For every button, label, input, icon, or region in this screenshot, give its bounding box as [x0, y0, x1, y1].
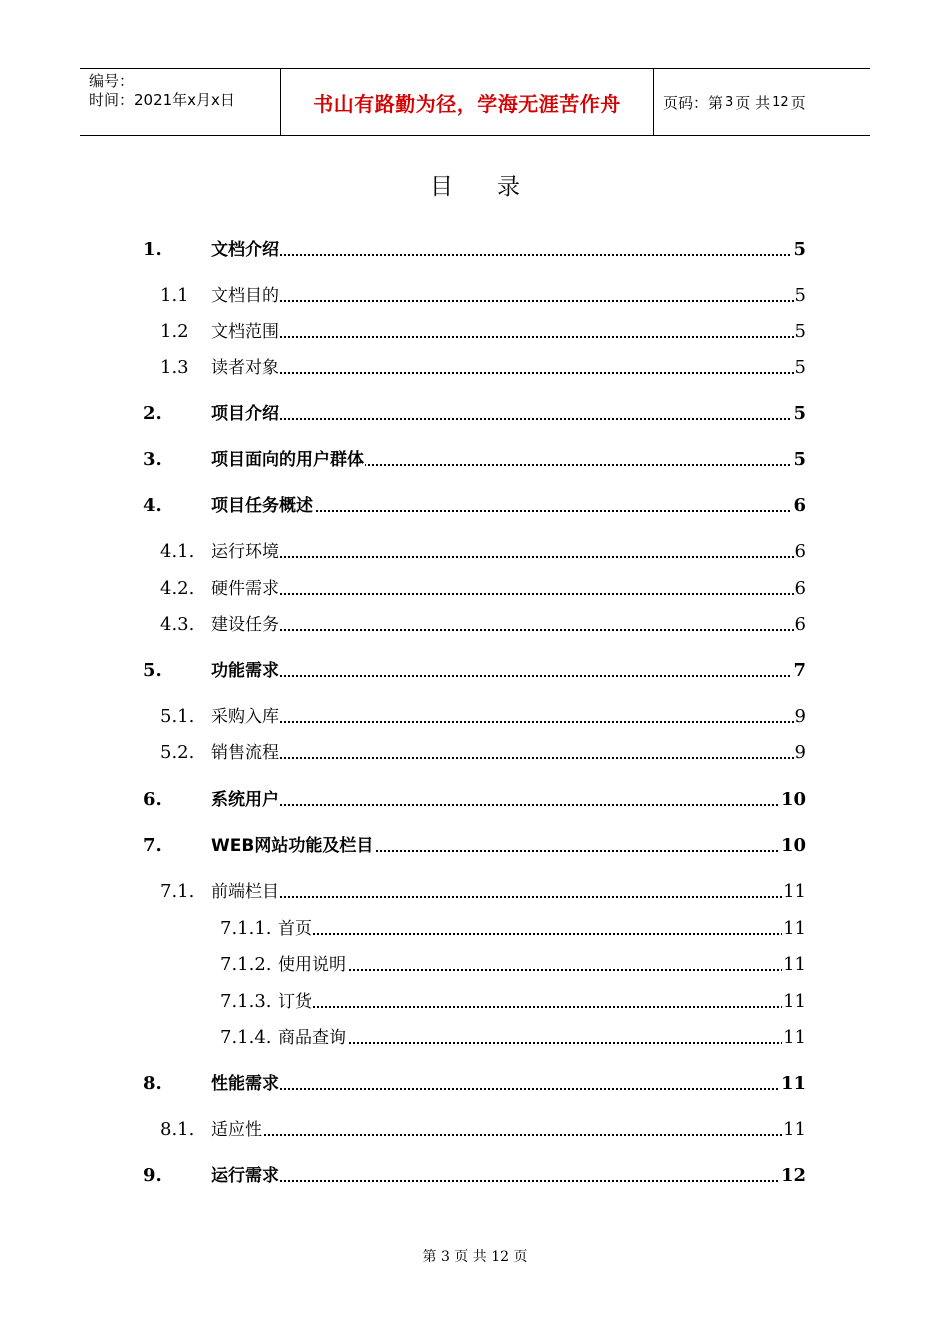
toc-entry-number: 1.	[143, 239, 162, 260]
toc-entry-page: 5	[793, 239, 806, 260]
toc-entry-number: 7.1.2.	[220, 954, 272, 975]
toc-entry-number: 2.	[143, 403, 162, 424]
toc-entry-label: 建设任务	[211, 610, 280, 635]
toc-leader-dots	[211, 1134, 806, 1136]
time-label: 时间：2021年x月x日	[89, 91, 235, 109]
toc-entry-label: 系统用户	[211, 785, 280, 810]
toc-entry-label: 功能需求	[211, 656, 280, 681]
toc-entry[interactable]	[142, 352, 806, 378]
toc-entry-label: 读者对象	[211, 353, 280, 378]
toc-leader-dots	[211, 804, 806, 806]
toc-entry[interactable]	[142, 280, 806, 306]
page-total: 12	[772, 94, 789, 110]
toc-entry-number: 4.1.	[160, 541, 195, 562]
toc-leader-dots	[278, 933, 806, 935]
toc-entry-number: 7.1.3.	[220, 991, 272, 1012]
page-title: 目录	[430, 174, 564, 200]
toc-entry[interactable]	[142, 536, 806, 562]
toc-entry-number: 3.	[143, 449, 162, 470]
toc-entry-label: 项目介绍	[211, 399, 280, 424]
toc-leader-dots	[211, 721, 806, 723]
toc-entry-number: 7.	[143, 835, 162, 856]
toc-entry-number: 7.1.	[160, 881, 195, 902]
toc-leader-dots	[278, 969, 806, 971]
toc-entry-page: 6	[793, 495, 806, 516]
toc-entry-number: 5.2.	[160, 742, 195, 763]
toc-entry-page: 5	[794, 357, 806, 378]
toc-leader-dots	[211, 757, 806, 759]
toc-entry-label: 适应性	[211, 1115, 263, 1140]
toc-entry-label: 性能需求	[211, 1069, 280, 1094]
toc-entry-page: 5	[793, 403, 806, 424]
toc-entry[interactable]	[142, 316, 806, 342]
toc-entry-number: 9.	[143, 1165, 162, 1186]
toc-entry-label: 文档范围	[211, 317, 280, 342]
toc-entry[interactable]	[142, 444, 806, 470]
toc-entry-number: 5.1.	[160, 706, 195, 727]
toc-entry[interactable]	[142, 784, 806, 810]
toc-leader-dots	[211, 300, 806, 302]
toc-entry-number: 8.	[143, 1073, 162, 1094]
toc-leader-dots	[211, 675, 806, 677]
toc-entry-page: 6	[794, 578, 806, 599]
toc-entry-page: 5	[794, 321, 806, 342]
toc-entry-number: 5.	[143, 660, 162, 681]
toc-entry[interactable]	[142, 1068, 806, 1094]
toc-entry-page: 7	[793, 660, 806, 681]
toc-entry-page: 12	[780, 1165, 806, 1186]
toc-entry[interactable]	[142, 830, 806, 856]
toc-entry-number: 4.3.	[160, 614, 195, 635]
page-prefix: 页码：第	[663, 93, 724, 112]
toc-leader-dots	[211, 896, 806, 898]
toc-leader-dots	[211, 1180, 806, 1182]
toc-entry[interactable]	[142, 234, 806, 260]
header-motto: 书山有路勤为径，学海无涯苦作舟	[281, 69, 654, 135]
toc-leader-dots	[211, 336, 806, 338]
toc-entry-label: 订货	[278, 987, 313, 1012]
toc-entry[interactable]	[142, 609, 806, 635]
toc-entry-page: 9	[794, 742, 806, 763]
toc-entry-label: 运行环境	[211, 537, 280, 562]
page-mid: 页 共	[735, 93, 771, 112]
toc-entry-page: 5	[794, 285, 806, 306]
toc-entry-label: WEB网站功能及栏目	[211, 831, 374, 856]
toc-entry[interactable]	[142, 1114, 806, 1140]
toc-entry[interactable]	[142, 573, 806, 599]
toc-leader-dots	[211, 629, 806, 631]
toc-entry-number: 4.	[143, 495, 162, 516]
toc-entry[interactable]	[142, 986, 806, 1012]
toc-entry-label: 项目面向的用户群体	[211, 445, 365, 470]
toc-entry-page: 6	[794, 614, 806, 635]
header-page-info	[654, 69, 870, 135]
toc-leader-dots	[278, 1006, 806, 1008]
toc-entry-label: 文档目的	[211, 281, 280, 306]
toc-entry-page: 11	[783, 1027, 806, 1048]
toc-entry-page: 11	[783, 1119, 806, 1140]
toc-entry-number: 1.1	[160, 285, 189, 306]
toc-entry[interactable]	[142, 949, 806, 975]
toc-entry-page: 11	[783, 918, 806, 939]
toc-entry-page: 10	[780, 789, 806, 810]
toc-entry-label: 运行需求	[211, 1161, 280, 1186]
toc-entry[interactable]	[142, 398, 806, 424]
toc-leader-dots	[211, 556, 806, 558]
toc-entry-number: 4.2.	[160, 578, 195, 599]
toc-entry[interactable]	[142, 737, 806, 763]
toc-leader-dots	[211, 372, 806, 374]
toc-leader-dots	[211, 418, 806, 420]
toc-entry-number: 7.1.4.	[220, 1027, 272, 1048]
toc-leader-dots	[211, 254, 806, 256]
toc-entry-label: 使用说明	[278, 950, 347, 975]
toc-entry[interactable]	[142, 913, 806, 939]
toc-entry-page: 9	[794, 706, 806, 727]
toc-entry-number: 1.3	[160, 357, 189, 378]
header-meta	[80, 69, 281, 135]
toc-entry-number: 1.2	[160, 321, 189, 342]
toc-entry-page: 11	[780, 1073, 806, 1094]
toc-entry-page: 10	[780, 835, 806, 856]
toc-entry-number: 6.	[143, 789, 162, 810]
toc-entry-number: 8.1.	[160, 1119, 195, 1140]
toc-entry-label: 采购入库	[211, 702, 280, 727]
page-header	[80, 68, 870, 136]
page-current: 3	[725, 94, 734, 110]
toc-entry-page: 11	[783, 954, 806, 975]
toc-entry-page: 11	[783, 881, 806, 902]
toc-entry-label: 前端栏目	[211, 877, 280, 902]
toc-entry-label: 销售流程	[211, 738, 280, 763]
toc-entry[interactable]	[142, 701, 806, 727]
toc-entry-number: 7.1.1.	[220, 918, 272, 939]
toc-entry[interactable]	[142, 1022, 806, 1048]
toc-entry-label: 首页	[278, 914, 313, 939]
toc-entry[interactable]	[142, 490, 806, 516]
serial-label: 编号：	[89, 72, 135, 90]
toc-leader-dots	[211, 593, 806, 595]
toc-entry-page: 11	[783, 991, 806, 1012]
toc-entry[interactable]	[142, 1160, 806, 1186]
toc-leader-dots	[211, 1088, 806, 1090]
toc-entry[interactable]	[142, 876, 806, 902]
toc-entry-page: 6	[794, 541, 806, 562]
toc-entry-label: 项目任务概述	[211, 491, 314, 516]
toc-leader-dots	[278, 1042, 806, 1044]
toc-entry-label: 商品查询	[278, 1023, 347, 1048]
toc-entry-label: 硬件需求	[211, 574, 280, 599]
toc-entry-page: 5	[793, 449, 806, 470]
page-suffix: 页	[790, 93, 806, 112]
toc-entry-label: 文档介绍	[211, 235, 280, 260]
toc-entry[interactable]	[142, 655, 806, 681]
page-footer: 第 3 页 共 12 页	[422, 1249, 528, 1265]
